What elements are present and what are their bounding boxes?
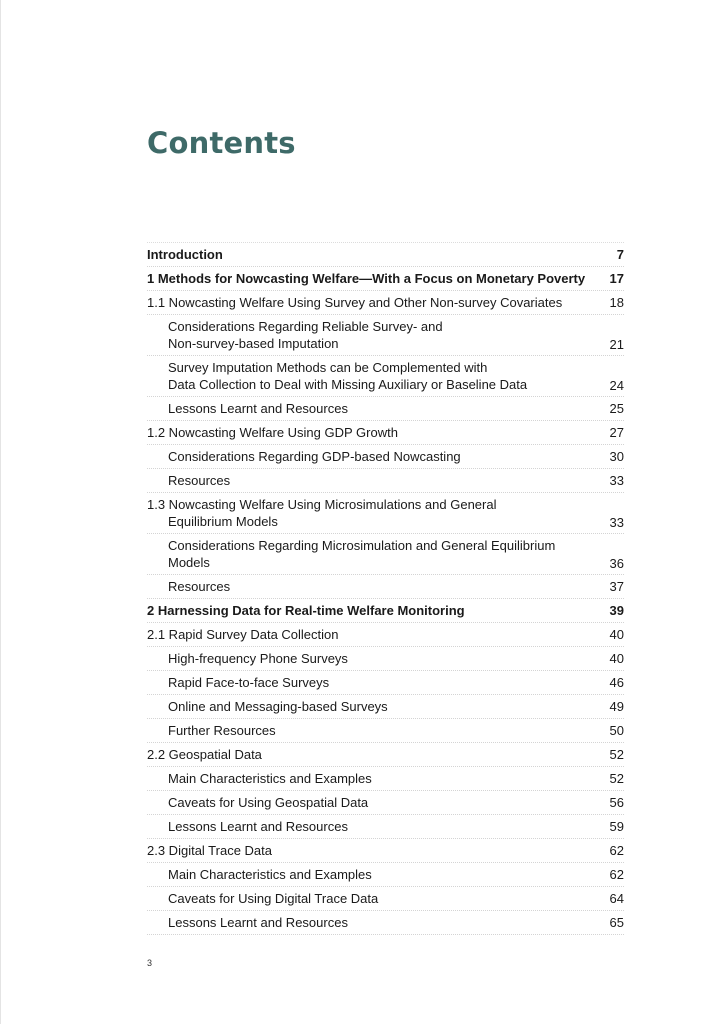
toc-entry-label: 2.3 Digital Trace Data xyxy=(147,843,273,858)
toc-entry-label: Lessons Learnt and Resources xyxy=(168,401,348,416)
toc-entry-label: 2.1 Rapid Survey Data Collection xyxy=(147,627,339,642)
toc-entry-section-1-1[interactable] xyxy=(147,291,624,315)
toc-entry-label: 1 Methods for Nowcasting Welfare—With a Focus on Monetary Poverty xyxy=(147,271,586,286)
toc-entry-label: Lessons Learnt and Resources xyxy=(168,819,348,834)
toc-entry-subsection[interactable] xyxy=(147,791,624,815)
toc-entry-subsection[interactable] xyxy=(147,815,624,839)
toc-entry-subsection[interactable] xyxy=(147,911,624,935)
footer-page-number: 3 xyxy=(147,958,153,968)
toc-entry-subsection[interactable] xyxy=(147,863,624,887)
toc-entry-page: 59 xyxy=(609,819,624,834)
toc-entry-label: Lessons Learnt and Resources xyxy=(168,915,348,930)
toc-entry-label: 2 Harnessing Data for Real-time Welfare Monitoring xyxy=(147,603,465,618)
toc-entry-label: Considerations Regarding Reliable Survey- and Non-survey-based Imputation xyxy=(168,319,443,351)
table-of-contents xyxy=(147,242,624,935)
toc-entry-page: 17 xyxy=(609,271,624,286)
toc-entry-chapter-2[interactable] xyxy=(147,599,624,623)
toc-entry-section-1-3[interactable] xyxy=(147,493,624,534)
toc-entry-subsection[interactable] xyxy=(147,647,624,671)
toc-entry-page: 39 xyxy=(609,603,624,618)
toc-entry-page: 62 xyxy=(609,867,624,882)
toc-entry-page: 49 xyxy=(609,699,624,714)
toc-entry-label: Survey Imputation Methods can be Complemented with Data Collection to Deal with Missing Auxiliary or Baseline Data xyxy=(168,360,528,392)
toc-entry-section-2-2[interactable] xyxy=(147,743,624,767)
toc-entry-subsection[interactable] xyxy=(147,356,624,397)
toc-entry-subsection[interactable] xyxy=(147,695,624,719)
toc-entry-page: 40 xyxy=(609,627,624,642)
toc-entry-subsection[interactable] xyxy=(147,671,624,695)
toc-entry-page: 7 xyxy=(616,247,624,262)
toc-entry-subsection[interactable] xyxy=(147,575,624,599)
toc-entry-label: 2.2 Geospatial Data xyxy=(147,747,262,762)
toc-entry-page: 21 xyxy=(609,337,624,352)
toc-entry-label: Considerations Regarding GDP-based Nowcasting xyxy=(168,449,461,464)
toc-entry-subsection[interactable] xyxy=(147,887,624,911)
toc-entry-page: 25 xyxy=(609,401,624,416)
toc-entry-section-2-1[interactable] xyxy=(147,623,624,647)
toc-entry-subsection[interactable] xyxy=(147,315,624,356)
toc-entry-label: Online and Messaging-based Surveys xyxy=(168,699,388,714)
toc-entry-page: 62 xyxy=(609,843,624,858)
toc-entry-page: 46 xyxy=(609,675,624,690)
toc-entry-label: Main Characteristics and Examples xyxy=(168,771,372,786)
toc-entry-page: 36 xyxy=(609,556,624,571)
toc-entry-introduction[interactable] xyxy=(147,243,624,267)
toc-entry-page: 24 xyxy=(609,378,624,393)
page-title: Contents xyxy=(147,126,296,160)
toc-entry-subsection[interactable] xyxy=(147,767,624,791)
toc-entry-label: Resources xyxy=(168,579,231,594)
toc-entry-label: Further Resources xyxy=(168,723,276,738)
toc-entry-subsection[interactable] xyxy=(147,397,624,421)
toc-entry-label: Main Characteristics and Examples xyxy=(168,867,372,882)
toc-entry-subsection[interactable] xyxy=(147,534,624,575)
toc-entry-page: 64 xyxy=(609,891,624,906)
toc-entry-label: Considerations Regarding Microsimulation and General Equilibrium Models xyxy=(168,538,556,570)
toc-entry-page: 33 xyxy=(609,473,624,488)
toc-entry-page: 33 xyxy=(609,515,624,530)
toc-entry-label: Rapid Face-to-face Surveys xyxy=(168,675,330,690)
toc-entry-page: 30 xyxy=(609,449,624,464)
toc-entry-page: 27 xyxy=(609,425,624,440)
toc-entry-section-2-3[interactable] xyxy=(147,839,624,863)
toc-entry-label: 1.2 Nowcasting Welfare Using GDP Growth xyxy=(147,425,398,440)
toc-entry-page: 40 xyxy=(609,651,624,666)
toc-entry-subsection[interactable] xyxy=(147,469,624,493)
toc-entry-section-1-2[interactable] xyxy=(147,421,624,445)
toc-entry-page: 56 xyxy=(609,795,624,810)
toc-entry-label: Caveats for Using Geospatial Data xyxy=(168,795,369,810)
toc-entry-page: 52 xyxy=(609,771,624,786)
toc-entry-label: 1.3 Nowcasting Welfare Using Microsimulations and General Equilibrium Models xyxy=(147,497,497,529)
toc-entry-page: 18 xyxy=(609,295,624,310)
toc-entry-subsection[interactable] xyxy=(147,719,624,743)
toc-entry-page: 52 xyxy=(609,747,624,762)
toc-entry-page: 50 xyxy=(609,723,624,738)
toc-entry-page: 65 xyxy=(609,915,624,930)
toc-entry-page: 37 xyxy=(609,579,624,594)
toc-entry-chapter-1[interactable] xyxy=(147,267,624,291)
toc-entry-label: Introduction xyxy=(147,247,223,262)
toc-entry-label: Resources xyxy=(168,473,231,488)
toc-entry-label: High-frequency Phone Surveys xyxy=(168,651,348,666)
toc-entry-label: Caveats for Using Digital Trace Data xyxy=(168,891,379,906)
toc-entry-subsection[interactable] xyxy=(147,445,624,469)
toc-entry-label: 1.1 Nowcasting Welfare Using Survey and Other Non-survey Covariates xyxy=(147,295,563,310)
